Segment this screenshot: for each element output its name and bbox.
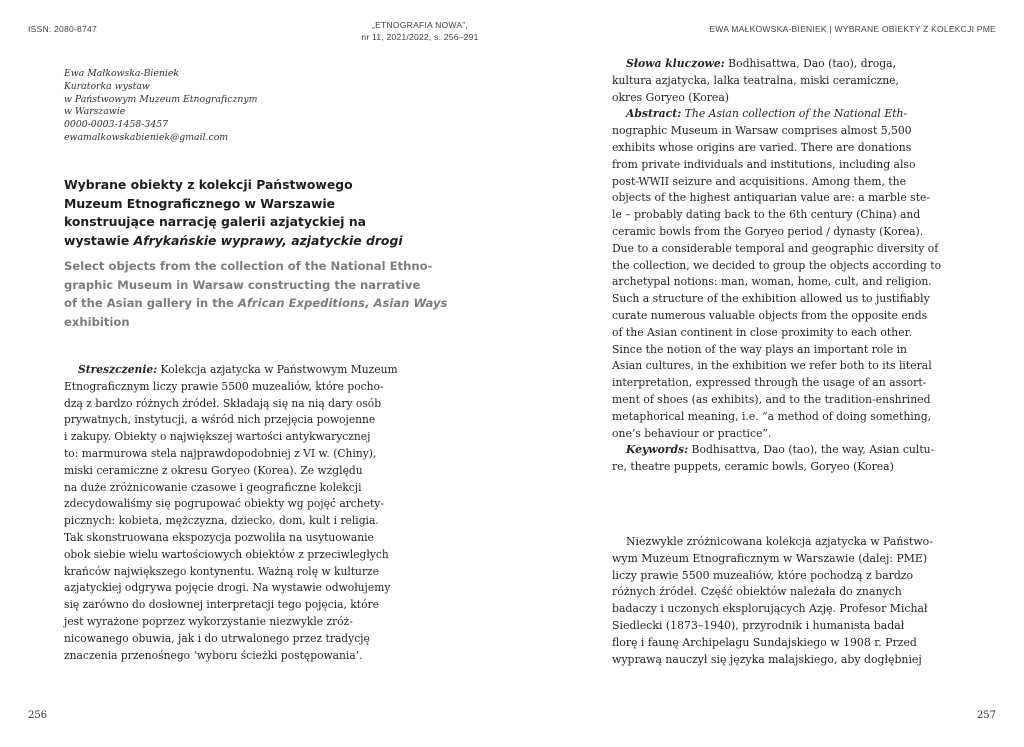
summary-pl-line: miski ceramiczne z okresu Goryeo (Korea). Ze względu: [64, 463, 363, 477]
summary-pl-line: prywatnych, instytucji, a wśród nich przejęcia powojenne: [64, 413, 376, 427]
journal-info: [340, 19, 500, 43]
intro-line: Siedlecki (1873–1940), przyrodnik i humanista badał: [612, 618, 905, 632]
summary-pl-line: Tak skonstruowana ekspozycja pozwoliła na usytuowanie: [64, 530, 374, 544]
abstract-line: Due to a considerable temporal and geographic diversity of: [612, 241, 939, 255]
abstract-line: curate numerous valuable objects from the opposite ends: [612, 308, 928, 322]
summary-pl-line: jest wyrażone poprzez wykorzystanie niezwykle zróż-: [64, 614, 353, 628]
title-en-prefix: of the Asian gallery in the: [64, 296, 238, 311]
keywords-pl-line: kultura azjatycka, lalka teatralna, miski ceramiczne,: [612, 73, 899, 87]
title-pl-line: Wybrane obiekty z kolekcji Państwowego: [64, 177, 353, 192]
journal-issue: nr 11, 2021/2022, s. 256–291: [361, 32, 479, 42]
author-role: Kuratorka wystaw: [64, 80, 150, 92]
keywords-pl-line: okres Goryeo (Korea): [612, 90, 729, 104]
title-en-line: graphic Museum in Warsaw constructing the narrative: [64, 277, 421, 292]
intro-paragraph: [612, 534, 972, 668]
summary-pl-line: i zakupy. Obiekty o największej wartości antykwarycznej: [64, 430, 371, 444]
keywords-en-text: Bodhisattva, Dao (tao), the way, Asian cultu-: [688, 443, 935, 457]
keywords-pl-text: Bodhisattwa, Dao (tao), droga,: [724, 57, 897, 70]
summary-pl-line: nicowanego obuwia, jak i do utrwalonego przez tradycję: [64, 631, 370, 645]
abstract-line: exhibits whose origins are varied. There are donations: [612, 140, 912, 154]
abstract-line: metaphorical meaning, i.e. “a method of doing something,: [612, 409, 932, 423]
summary-pl-line: dzą z bardzo różnych źródeł. Składają się na nią dary osób: [64, 396, 382, 410]
page-number-right: 257: [976, 710, 996, 721]
abstract-line: ment of shoes (as exhibits), and to the tradition-enshrined: [612, 392, 931, 406]
abstract-line: ceramic bowls from the Goryeo period / dynasty (Korea).: [612, 224, 924, 238]
abstract-line: of the Asian continent in close proximity to each other.: [612, 325, 913, 339]
abstract-line: interpretation, expressed through the usage of an assort-: [612, 376, 927, 390]
abstract-label: Abstract:: [626, 107, 682, 121]
summary-pl-line: się zarówno do dosłownej interpretacji tego pojęcia, które: [64, 598, 379, 612]
author-orcid: 0000-0003-1458-3457: [64, 119, 169, 131]
title-en-line: [64, 294, 448, 313]
keywords-en-label: Keywords:: [626, 443, 689, 457]
title-pl-prefix: wystawie: [64, 232, 134, 248]
keywords-en-line: re, theatre puppets, ceramic bowls, Goryeo (Korea): [612, 460, 894, 474]
abstract-line: Since the notion of the way plays an important role in: [612, 342, 907, 356]
summary-pl-label: Streszczenie:: [78, 363, 158, 376]
keywords-pl-first-line: [612, 56, 972, 73]
abstract-line: archetypal notions: man, woman, home, cult, and religion.: [612, 275, 932, 289]
summary-pl-line: azjatyckiej odgrywa pojęcie drogi. Na wystawie odwołujemy: [64, 581, 391, 595]
summary-pl-text: Kolekcja azjatycka w Państwowym Muzeum: [157, 363, 398, 376]
intro-line: badaczy i uczonych eksplorujących Azję. Profesor Michał: [612, 602, 928, 616]
author-block: [64, 68, 257, 145]
article-title-pl: [64, 176, 424, 250]
summary-pl-line: Etnograficznym liczy prawie 5500 muzealiów, które pocho-: [64, 379, 384, 393]
issn: ISSN: 2080-8747: [28, 24, 97, 34]
keywords-en-first-line: [612, 442, 972, 459]
intro-line: wym Muzeum Etnograficznym w Warszawie (dalej: PME): [612, 551, 928, 565]
abstract-line: one’s behaviour or practice”.: [612, 426, 772, 440]
summary-pl: [64, 362, 430, 664]
summary-pl-line: na duże zróżnicowanie czasowe i geograficzne kolekcji: [64, 480, 362, 494]
summary-pl-line: picznych: kobieta, mężczyzna, dziecko, dom, kult i religia.: [64, 514, 379, 528]
intro-line: różnych źródeł. Część obiektów należała do znanych: [612, 585, 902, 599]
abstract-line: objects of the highest antiquarian value are: a marble ste-: [612, 191, 931, 205]
author-city: w Warszawie: [64, 106, 126, 118]
abstract-line: the collection, we decided to group the objects according to: [612, 258, 942, 272]
abstract-line: post-WWII seizure and acquisitions. Among them, the: [612, 174, 906, 188]
summary-pl-first-line: [64, 362, 430, 379]
abstract-text: The Asian collection of the National Eth-: [681, 107, 908, 121]
summary-pl-line: zdecydowaliśmy się pogrupować obiekty wg pojęć archety-: [64, 497, 384, 511]
abstract-line: le – probably dating back to the 6th century (China) and: [612, 208, 921, 222]
keywords-pl-label: Słowa kluczowe:: [626, 57, 725, 70]
intro-line: wyprawą nauczył się języka malajskiego, aby dogłębniej: [612, 652, 922, 666]
abstract-first-line: [612, 106, 972, 123]
title-pl-line: Muzeum Etnograficznego w Warszawie: [64, 195, 336, 211]
abstract-line: nographic Museum in Warsaw comprises almost 5,500: [612, 124, 912, 138]
abstract-line: Such a structure of the exhibition allowed us to justifiably: [612, 292, 930, 306]
summary-pl-line: obok siebie wielu wartościowych obiektów z przeciwległych: [64, 547, 389, 561]
abstract-line: Asian cultures, in the exhibition we refer both to its literal: [612, 359, 932, 373]
abstract-line: from private individuals and institutions, including also: [612, 157, 916, 171]
title-en-line: Select objects from the collection of the National Ethno-: [64, 259, 433, 273]
summary-pl-line: krańców największego kontynentu. Ważną rolę w kulturze: [64, 564, 380, 578]
title-pl-line: [64, 232, 424, 251]
author-name: Ewa Małkowska-Bieniek: [64, 68, 179, 79]
abstract-section: [612, 56, 972, 476]
exhibition-title-en: African Expeditions, Asian Ways: [237, 296, 448, 311]
author-affiliation: w Państwowym Muzeum Etnograficznym: [64, 93, 258, 105]
author-email: ewamalkowskabieniek@gmail.com: [64, 131, 229, 143]
summary-pl-line: to: marmurowa stela najprawdopodobniej z VI w. (Chiny),: [64, 446, 377, 460]
page-number-left: 256: [28, 710, 48, 721]
intro-line: florę i faunę Archipelagu Sundajskiego w 1908 r. Przed: [612, 635, 917, 649]
running-head: EWA MAŁKOWSKA-BIENIEK | WYBRANE OBIEKTY Z KOLEKCJI PME: [709, 24, 996, 34]
article-title-en: [64, 257, 448, 331]
summary-pl-line: znaczenia przenośnego ‘wyboru ścieżki postępowania’.: [64, 648, 363, 662]
exhibition-title-pl: Afrykańskie wyprawy, azjatyckie drogi: [133, 232, 403, 248]
title-pl-line: konstruujące narrację galerii azjatyckiej na: [64, 214, 366, 230]
title-en-line: exhibition: [64, 314, 130, 329]
journal-name: „ETNOGRAFIA NOWA”,: [372, 20, 468, 30]
intro-line: liczy prawie 5500 muzealiów, które pochodzą z bardzo: [612, 568, 914, 582]
intro-first-line: Niezwykle zróżnicowana kolekcja azjatycka w Państwo-: [626, 535, 933, 548]
